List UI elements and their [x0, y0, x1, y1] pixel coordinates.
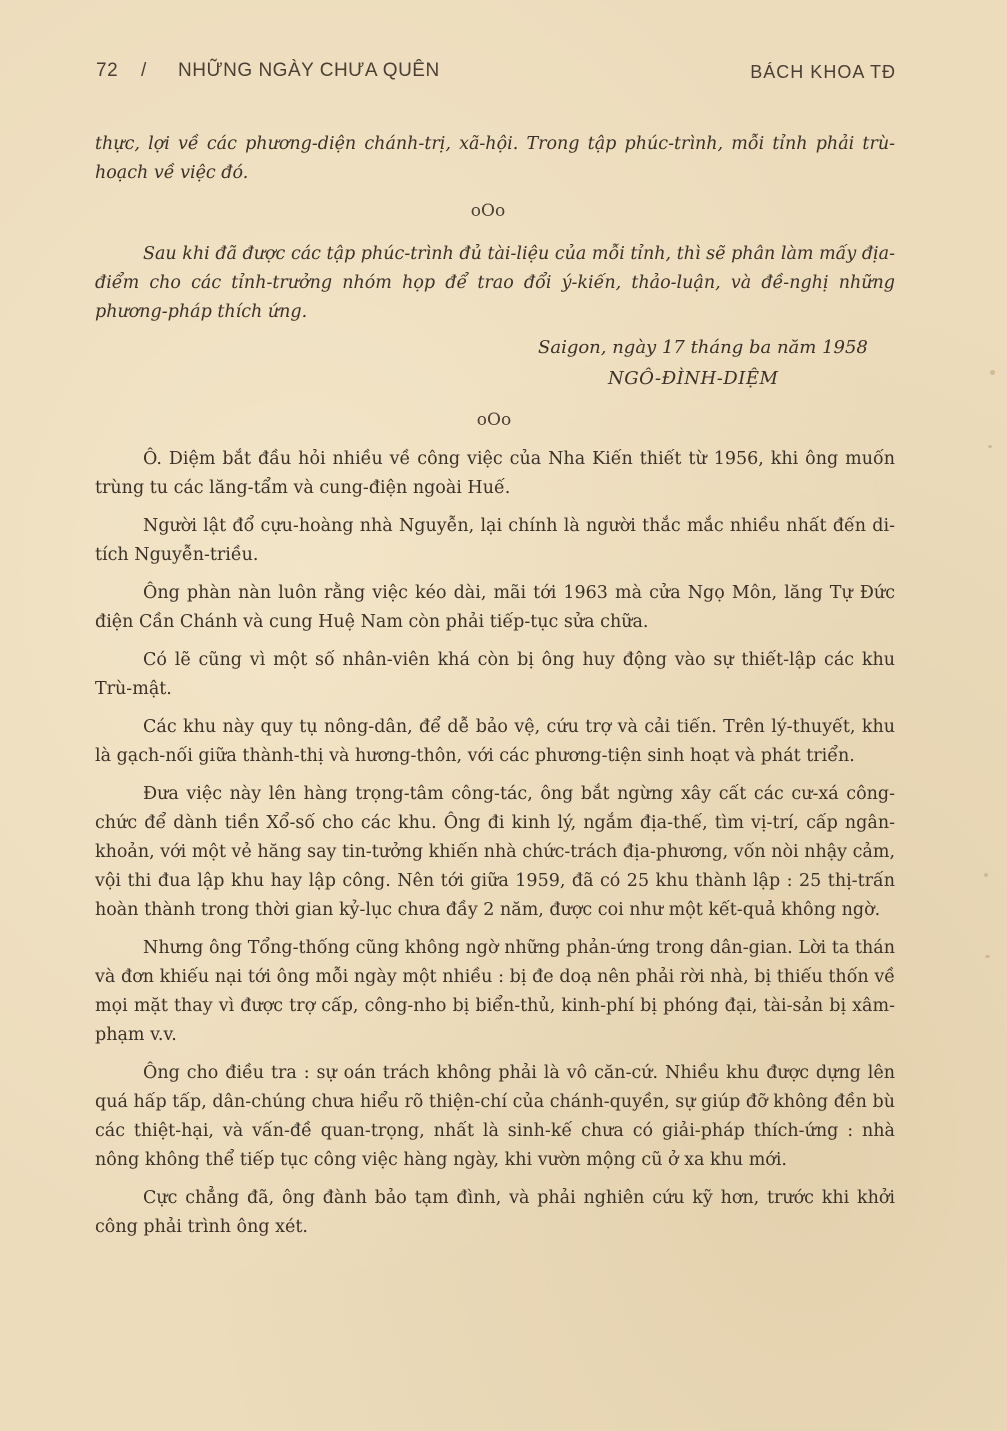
page-number: 72	[96, 60, 119, 81]
directive-paragraph: Sau khi đã được các tập phúc-trình đủ tài-liệu của mỗi tỉnh, thì sẽ phân làm mấy địa-điểm cho các tỉnh-trưởng nhóm họp để trao đổi ý-kiến, thảo-luận, và đề-nghị những phương-pháp thích ứng.	[95, 244, 895, 322]
body-paragraph: Ông cho điều tra : sự oán trách không phải là vô căn-cứ. Nhiều khu được dựng lên quá hấp tấp, dân-chúng chưa hiểu rõ thiện-chí của chánh-quyền, sự giúp đỡ không đền bù các thiệt-hại, và vấn-đề quan-trọng, nhất là sinh-kế chưa có giải-pháp thích-ứng : nhà nông không thể tiếp tục công việc hàng ngày, khi vườn mộng cũ ở xa khu mới.	[95, 1063, 895, 1170]
paper-speck	[988, 445, 992, 448]
body-paragraph: Ông phàn nàn luôn rằng việc kéo dài, mãi tới 1963 mà cửa Ngọ Môn, lăng Tự Đức điện Cần Chánh và cung Huệ Nam còn phải tiếp-tục sửa chữa.	[95, 583, 895, 632]
body-paragraph: Nhưng ông Tổng-thống cũng không ngờ những phản-ứng trong dân-gian. Lời ta thán và đơn khiếu nại tới ông mỗi ngày một nhiều : bị đe doạ nên phải rời nhà, bị thiếu thốn về mọi mặt thay vì được trợ cấp, công-nho bị biển-thủ, kinh-phí bị phóng đại, tài-sản bị xâm-phạm v.v.	[95, 938, 895, 1045]
body-paragraph: Cực chẳng đã, ông đành bảo tạm đình, và phải nghiên cứu kỹ hơn, trước khi khởi công phải trình ông xét.	[95, 1188, 895, 1237]
body-paragraph: Có lẽ cũng vì một số nhân-viên khá còn bị ông huy động vào sự thiết-lập các khu Trù-mật.	[95, 650, 895, 699]
body-paragraph: Đưa việc này lên hàng trọng-tâm công-tác, ông bắt ngừng xây cất các cư-xá công-chức để dành tiền Xổ-số cho các khu. Ông đi kinh lý, ngắm địa-thế, tìm vị-trí, cấp ngân-khoản, với một vẻ hăng say tin-tưởng khiến nhà chức-trách địa-phương, vốn nòi nhậy cảm, vội thi đua lập khu hay lập công. Nên tới giữa 1959, đã có 25 khu thành lập : 25 thị-trấn hoàn thành trong thời gian kỷ-lục chưa đầy 2 năm, được coi như một kết-quả không ngờ.	[95, 784, 896, 920]
section-divider: oOo	[476, 410, 512, 430]
body-paragraph: Người lật đổ cựu-hoàng nhà Nguyễn, lại chính là người thắc mắc nhiều nhất đến di-tích Nguyễn-triều.	[95, 516, 895, 565]
body-text	[95, 445, 895, 1242]
magazine-name: BÁCH KHOA TĐ	[750, 62, 896, 82]
paper-speck	[985, 955, 990, 958]
signature-name: NGÔ-ĐÌNH-DIỆM	[608, 368, 779, 389]
intro-paragraph: thực, lợi về các phương-diện chánh-trị, xã-hội. Trong tập phúc-trình, mỗi tỉnh phải trù-hoạch về việc đó.	[95, 134, 895, 183]
paper-speck	[984, 873, 988, 877]
body-paragraph: Các khu này quy tụ nông-dân, để dễ bảo vệ, cứu trợ và cải tiến. Trên lý-thuyết, khu là gạch-nối giữa thành-thị và hương-thôn, với các phương-tiện sinh hoạt và phát triển.	[95, 717, 895, 766]
body-paragraph: Ô. Diệm bắt đầu hỏi nhiều về công việc của Nha Kiến thiết từ 1956, khi ông muốn trùng tu các lăng-tẩm và cung-điện ngoài Huế.	[95, 449, 895, 498]
directive-block	[95, 240, 895, 327]
paper-speck	[990, 370, 995, 375]
header-separator: /	[141, 60, 147, 81]
section-divider: oOo	[470, 201, 506, 221]
signature-date: Saigon, ngày 17 tháng ba năm 1958	[538, 337, 868, 358]
running-header	[96, 60, 896, 94]
intro-block	[95, 130, 895, 188]
book-title: NHỮNG NGÀY CHƯA QUÊN	[178, 60, 440, 81]
